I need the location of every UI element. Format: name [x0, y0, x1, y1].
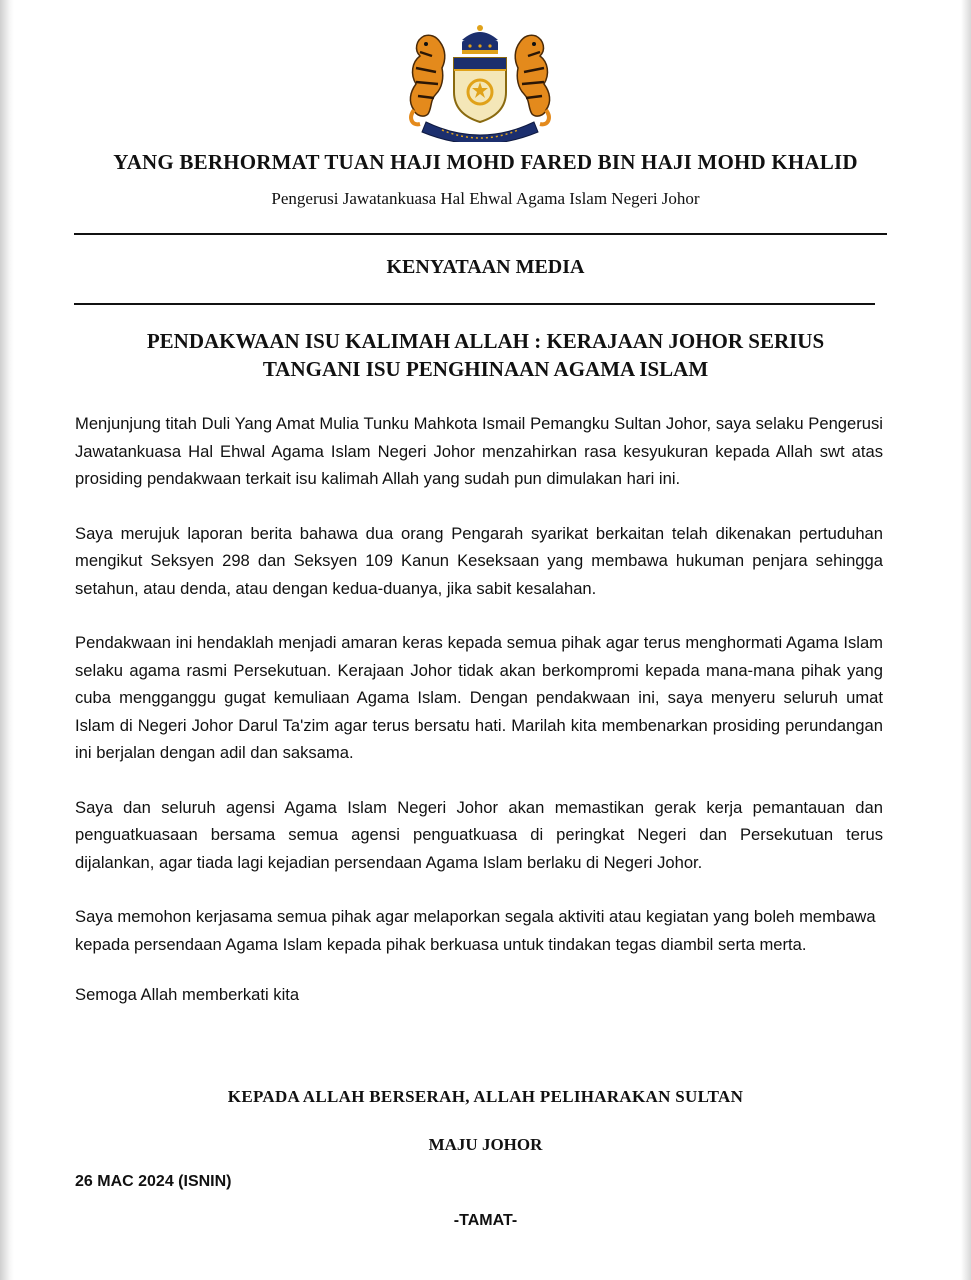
official-name: YANG BERHORMAT TUAN HAJI MOHD FARED BIN HAJI MOHD KHALID [113, 150, 858, 174]
statement-body [75, 410, 883, 1036]
left-tiger-icon [410, 35, 444, 124]
paragraph: Pendakwaan ini hendaklah menjadi amaran keras kepada semua pihak agar terus menghormati Agama Islam selaku agama rasmi Persekutuan. Kerajaan Johor tidak akan berkompromi kepada mana-mana pihak yang cuba mengganggu gugat kemuliaan Agama Islam. Dengan pendakwaan ini, saya menyeru seluruh umat Islam di Negeri Johor Darul Ta'zim agar terus bersatu hati. Marilah kita membenarkan prosiding perundangan ini berjalan dengan adil dan saksama. [75, 633, 883, 762]
paragraph: Saya memohon kerjasama semua pihak agar melaporkan segala aktiviti atau kegiatan yang boleh membawa kepada persendaan Agama Islam kepada pihak berkuasa untuk tindakan tegas diambil serta merta. [75, 907, 876, 954]
paragraph: Saya merujuk laporan berita bahawa dua orang Pengarah syarikat berkaitan telah dikenakan pertuduhan mengikut Seksyen 298 dan Seksyen 109 Kanun Keseksaan yang membawa hukuman penjara sehingga setahun, atau denda, atau dengan kedua-duanya, jika sabit kesalahan. [75, 523, 883, 598]
headline-line-2: TANGANI ISU PENGHINAAN AGAMA ISLAM [262, 357, 709, 381]
johor-coat-of-arms-icon [402, 22, 558, 142]
motto-line-1: KEPADA ALLAH BERSERAH, ALLAH PELIHARAKAN SULTAN [227, 1087, 744, 1106]
press-headline [0, 327, 971, 383]
official-position: Pengerusi Jawatankuasa Hal Ehwal Agama Islam Negeri Johor [271, 189, 700, 208]
motto-line-2: MAJU JOHOR [428, 1135, 543, 1154]
right-tiger-icon [515, 35, 549, 124]
divider-top [74, 233, 887, 235]
statement-date: 26 MAC 2024 (ISNIN) [75, 1173, 232, 1190]
shield-icon [454, 58, 506, 122]
divider-bottom [74, 303, 875, 305]
motto-ribbon-icon [422, 122, 538, 142]
headline-line-1: PENDAKWAAN ISU KALIMAH ALLAH : KERAJAAN JOHOR SERIUS [146, 329, 825, 353]
paragraph: Saya dan seluruh agensi Agama Islam Negeri Johor akan memastikan gerak kerja pemantauan dan penguatkuasaan bersama semua agensi penguatkuasa di peringkat Negeri dan Persekutuan terus dijalankan, agar tiada lagi kejadian persendaan Agama Islam berlaku di Negeri Johor. [75, 797, 883, 872]
crown-icon [462, 25, 498, 54]
paragraph: Menjunjung titah Duli Yang Amat Mulia Tunku Mahkota Ismail Pemangku Sultan Johor, saya selaku Pengerusi Jawatankuasa Hal Ehwal Agama Islam Negeri Johor menzahirkan rasa kesyukuran kepada Allah swt atas prosiding pendakwaan terkait isu kalimah Allah yang sudah pun dimulakan hari ini. [75, 414, 883, 488]
closing-blessing: Semoga Allah memberkati kita [75, 985, 300, 1004]
document-type-heading: KENYATAAN MEDIA [386, 256, 585, 278]
end-mark: -TAMAT- [453, 1212, 518, 1229]
